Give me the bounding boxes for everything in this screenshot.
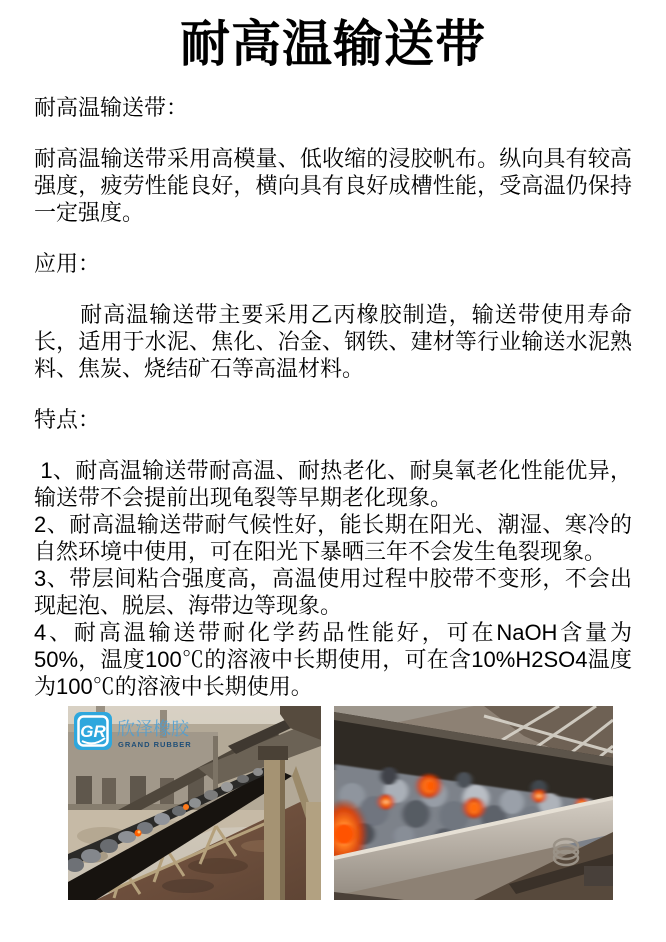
feature-item-2: 2、耐高温输送带耐气候性好，能长期在阳光、潮湿、寒冷的自然环境中使用，可在阳光下暴晒三年不会发生龟裂现象。 [34, 512, 632, 564]
application-paragraph: 耐高温输送带主要采用乙丙橡胶制造，输送带使用寿命长，适用于水泥、焦化、冶金、钢铁、建材等行业输送水泥熟料、焦炭、烧结矿石等高温材料。 [34, 302, 632, 381]
plant-conveyor-illustration [68, 706, 321, 900]
logo-brand-en: GRAND RUBBER [118, 740, 192, 749]
product-page [0, 12, 666, 942]
feature-item-1: 1、耐高温输送带耐高温、耐热老化、耐臭氧老化性能优异，输送带不会提前出现龟裂等早期老化现象。 [34, 458, 632, 510]
logo-brand-cn: 欣泽橡胶 [117, 719, 189, 739]
feature-item-4: 4、耐高温输送带耐化学药品性能好，可在NaOH含量为50%，温度100℃的溶液中长期使用，可在含10%H2SO4温度为100℃的溶液中长期使用。 [34, 620, 632, 699]
intro-paragraph: 耐高温输送带采用高模量、低收缩的浸胶帆布。纵向具有较高强度，疲劳性能良好，横向具有良好成槽性能，受高温仍保持一定强度。 [34, 146, 632, 225]
hot-sinter-illustration [334, 706, 613, 900]
logo-monogram: GR [80, 722, 106, 741]
intro-label: 耐高温输送带： [34, 95, 189, 120]
application-label: 应用： [34, 251, 101, 276]
photo-row [0, 706, 666, 900]
features-label: 特点： [34, 407, 101, 432]
plant-conveyor-photo [68, 706, 321, 900]
feature-item-3: 3、带层间粘合强度高，高温使用过程中胶带不变形，不会出现起泡、脱层、海带边等现象。 [34, 566, 632, 618]
features-list [34, 457, 632, 700]
product-description [0, 94, 666, 700]
page-title: 耐高温输送带 [180, 16, 486, 72]
hot-sinter-closeup-photo [334, 706, 613, 900]
